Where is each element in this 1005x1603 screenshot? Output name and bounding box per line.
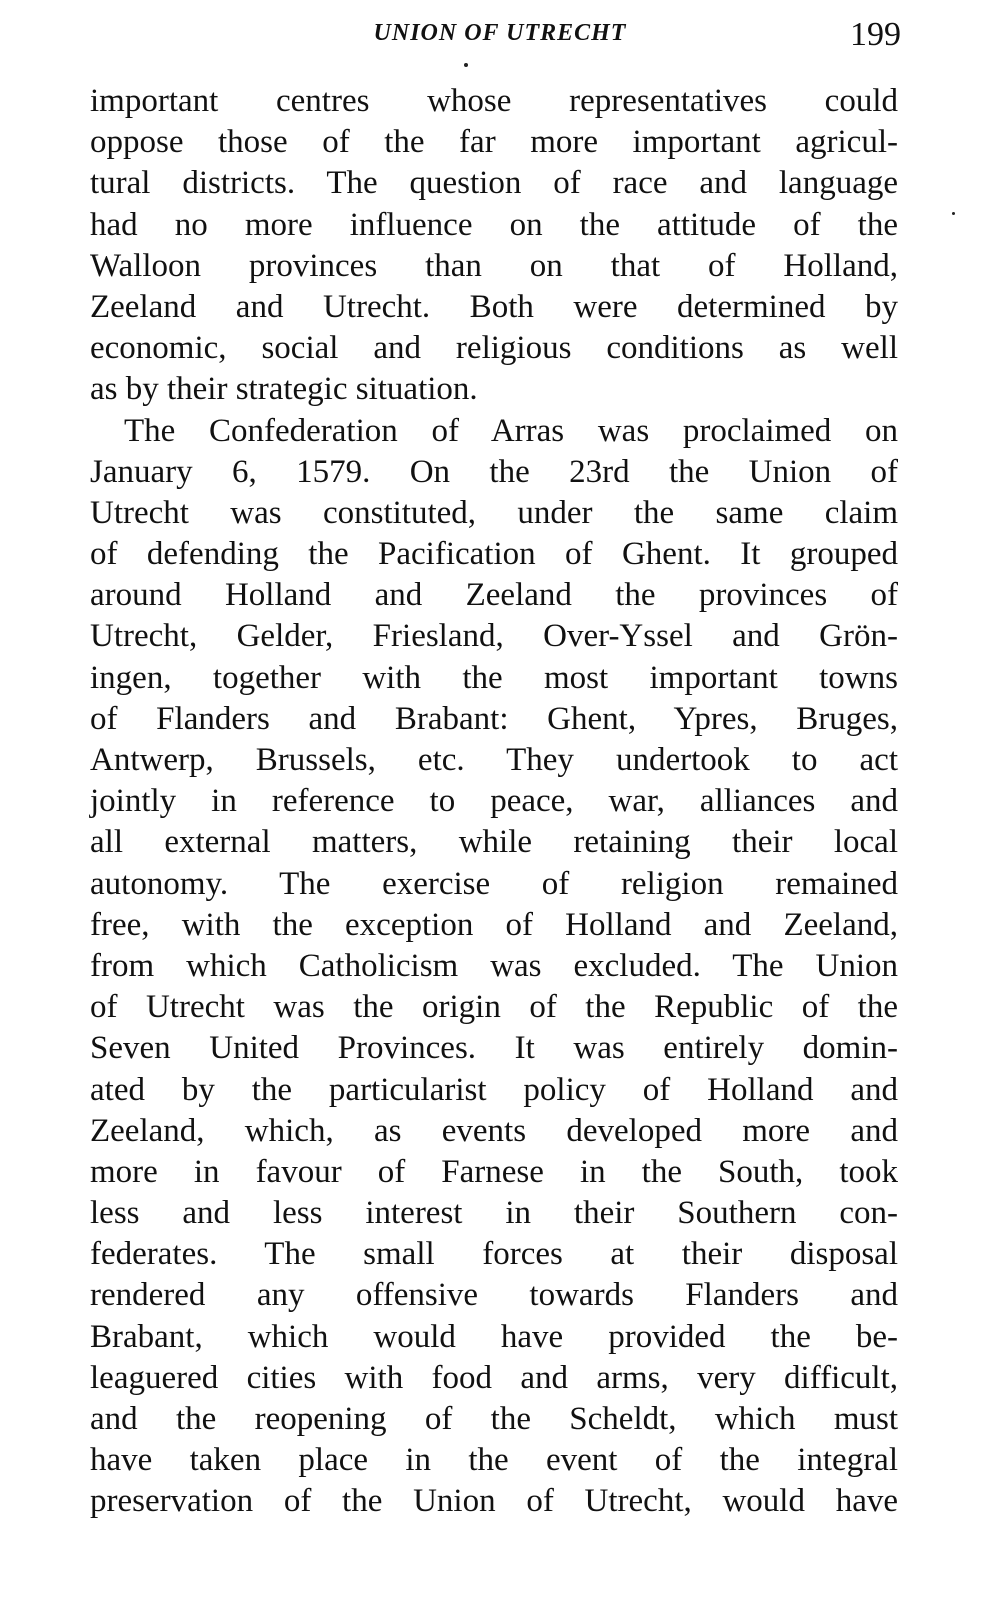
text-line: of Utrecht was the origin of the Republic of the xyxy=(90,989,898,1026)
text-line: tural districts. The question of race and language xyxy=(90,165,898,202)
text-line: have taken place in the event of the integral xyxy=(90,1442,898,1479)
text-line: had no more influence on the attitude of the xyxy=(90,206,898,243)
text-line: economic, social and religious conditions as well xyxy=(90,330,898,367)
text-line: less and less interest in their Southern con- xyxy=(90,1195,898,1232)
scan-speck xyxy=(464,63,468,67)
text-line: important centres whose representatives could xyxy=(90,83,898,119)
text-line: ingen, together with the most important towns xyxy=(90,659,898,696)
text-line: ated by the particularist policy of Holland and xyxy=(90,1071,898,1108)
text-line: and the reopening of the Scheldt, which must xyxy=(90,1401,898,1437)
text-line: of Flanders and Brabant: Ghent, Ypres, Bruges, xyxy=(90,700,898,737)
running-header xyxy=(90,18,905,60)
scan-speck xyxy=(952,212,955,215)
text-line: Antwerp, Brussels, etc. They undertook to act xyxy=(90,742,898,778)
text-line: around Holland and Zeeland the provinces of xyxy=(90,577,898,614)
body-text xyxy=(90,81,898,1523)
text-line: of defending the Pacification of Ghent. It grouped xyxy=(90,536,898,573)
text-line: jointly in reference to peace, war, alliances and xyxy=(90,783,898,820)
running-title: UNION OF UTRECHT xyxy=(373,20,627,46)
text-line: Utrecht was constituted, under the same claim xyxy=(90,494,898,531)
page-number: 199 xyxy=(850,16,901,53)
text-line: preservation of the Union of Utrecht, would have xyxy=(90,1483,898,1520)
text-line: autonomy. The exercise of religion remained xyxy=(90,865,898,902)
text-line: as by their strategic situation. xyxy=(90,371,478,408)
text-line: free, with the exception of Holland and Zeeland, xyxy=(90,906,898,943)
text-line: leaguered cities with food and arms, very difficult, xyxy=(90,1359,898,1396)
text-line: Utrecht, Gelder, Friesland, Over-Yssel and Grön- xyxy=(90,618,898,655)
text-line: federates. The small forces at their disposal xyxy=(90,1236,898,1273)
text-line: Seven United Provinces. It was entirely domin- xyxy=(90,1030,898,1067)
text-line: Brabant, which would have provided the be- xyxy=(90,1318,898,1355)
text-line: rendered any offensive towards Flanders and xyxy=(90,1277,898,1314)
text-line: Walloon provinces than on that of Holland, xyxy=(90,247,898,284)
text-line: Zeeland, which, as events developed more and xyxy=(90,1112,898,1149)
text-line: The Confederation of Arras was proclaimed on xyxy=(124,412,898,449)
text-line: all external matters, while retaining their local xyxy=(90,824,898,861)
text-line: more in favour of Farnese in the South, took xyxy=(90,1153,898,1190)
text-line: January 6, 1579. On the 23rd the Union of xyxy=(90,453,898,490)
text-line: oppose those of the far more important agricul- xyxy=(90,124,898,161)
text-line: from which Catholicism was excluded. The Union xyxy=(90,947,898,984)
text-line: Zeeland and Utrecht. Both were determined by xyxy=(90,288,898,325)
